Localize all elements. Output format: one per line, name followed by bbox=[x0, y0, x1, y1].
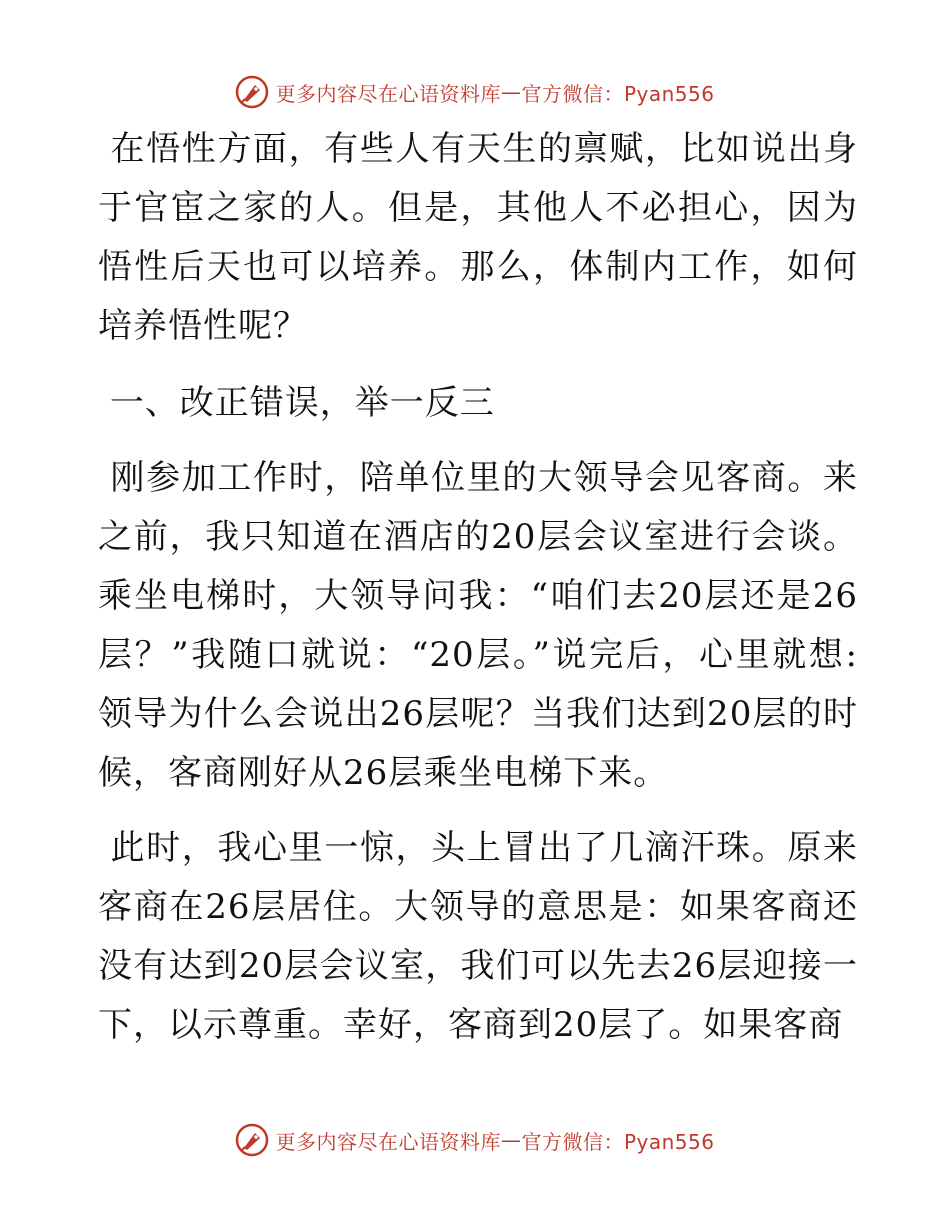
pen-nib-logo-icon bbox=[235, 75, 269, 109]
paragraph-reflection: 此时，我心里一惊，头上冒出了几滴汗珠。原来客商在26层居住。大领导的意思是：如果客商还没有达到20层会议室，我们可以先去26层迎接一下，以示尊重。幸好，客商到20层了。如果客商 bbox=[98, 828, 858, 1045]
paragraph-story: 刚参加工作时，陪单位里的大领导会见客商。来之前，我只知道在酒店的20层会议室进行会谈。乘坐电梯时，大领导问我：“咱们去20层还是26层？”我随口就说：“20层。”说完后，心里就想:领导为什么会说出26层呢？当我们达到20层的时候，客商刚好从26层乘坐电梯下来。 bbox=[98, 458, 858, 793]
pen-nib-logo-icon bbox=[235, 1123, 269, 1157]
banner-title: 更多内容尽在心语资料库 bbox=[275, 81, 501, 106]
banner-wechat: 官方微信：Pyan556 bbox=[521, 1129, 715, 1154]
document-body bbox=[98, 120, 858, 1055]
section-heading: 一、改正错误，举一反三 bbox=[98, 383, 495, 423]
banner-wechat: 官方微信：Pyan556 bbox=[521, 81, 715, 106]
header-banner bbox=[0, 72, 950, 112]
banner-title: 更多内容尽在心语资料库 bbox=[275, 1129, 501, 1154]
footer-banner bbox=[0, 1120, 950, 1160]
paragraph-intro: 在悟性方面，有些人有天生的禀赋，比如说出身于官宦之家的人。但是，其他人不必担心，因为悟性后天也可以培养。那么，体制内工作，如何培养悟性呢？ bbox=[98, 129, 858, 346]
banner-dash: — bbox=[500, 1128, 522, 1152]
banner-dash: — bbox=[500, 80, 522, 104]
